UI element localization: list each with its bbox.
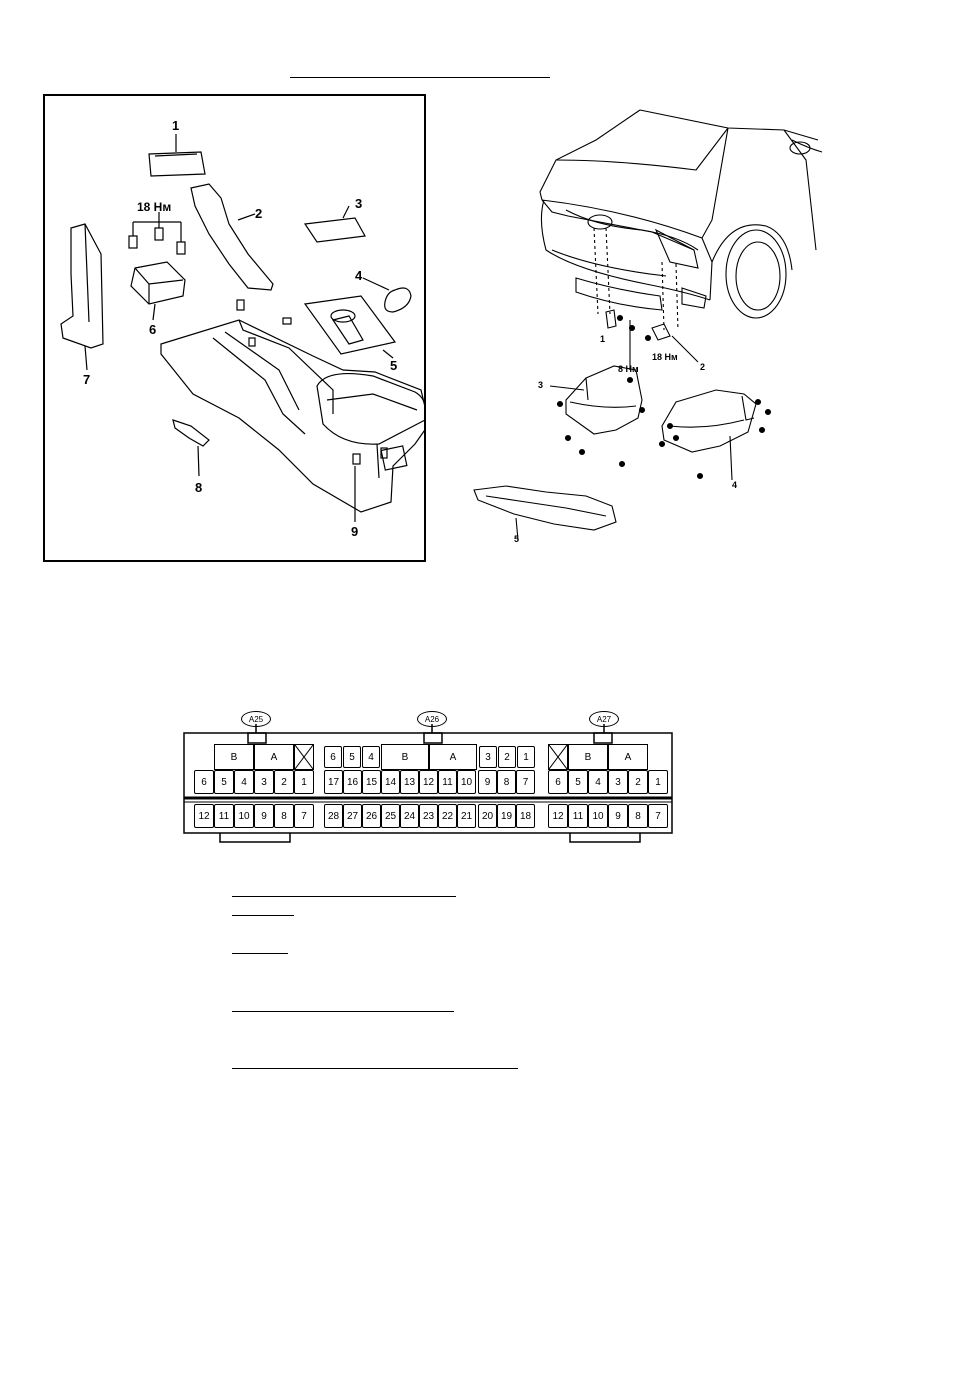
pin-a27-9: 9 (608, 804, 628, 828)
pin-a27-10: 10 (588, 804, 608, 828)
pin-a25-8: 8 (274, 804, 294, 828)
connector-tag-a26: A26 (417, 711, 447, 727)
text-rule-2 (232, 915, 294, 916)
car-drawing (466, 100, 828, 552)
pin-a25-3: 3 (254, 770, 274, 794)
callout-5: 5 (514, 534, 520, 544)
pin-a25-12: 12 (194, 804, 214, 828)
torque-label: 18 Нм (137, 200, 172, 214)
pin-a27-8: 8 (628, 804, 648, 828)
text-rule-4 (232, 1011, 454, 1012)
connector-tag-a27: A27 (589, 711, 619, 727)
blocked-pin-icon (295, 745, 313, 769)
pin-a26-5: 5 (343, 746, 361, 768)
pin-a26-A: A (429, 744, 477, 770)
callout-4: 4 (732, 480, 738, 490)
pin-a25-10: 10 (234, 804, 254, 828)
callout-2: 2 (255, 206, 263, 221)
pin-a26-2: 2 (498, 746, 516, 768)
pin-a26-25: 25 (381, 804, 400, 828)
pin-a27-6: 6 (548, 770, 568, 794)
pin-a27-7: 7 (648, 804, 668, 828)
pin-a26-17: 17 (324, 770, 343, 794)
pin-a26-19: 19 (497, 804, 516, 828)
pin-a27-12: 12 (548, 804, 568, 828)
callout-3: 3 (538, 380, 544, 390)
pin-a26-18: 18 (516, 804, 535, 828)
torque-label-b: 18 Нм (652, 352, 678, 362)
pin-a25-A: A (254, 744, 294, 770)
callout-7: 7 (83, 372, 91, 387)
pin-a26-8: 8 (497, 770, 516, 794)
car-undercover-figure (466, 100, 828, 552)
text-rule-3 (232, 953, 288, 954)
pin-a26-11: 11 (438, 770, 457, 794)
pin-a25-5: 5 (214, 770, 234, 794)
pin-a25-4: 4 (234, 770, 254, 794)
pin-a26-7: 7 (516, 770, 535, 794)
pin-a26-23: 23 (419, 804, 438, 828)
blocked-pin-icon (549, 745, 567, 769)
pin-a27-4: 4 (588, 770, 608, 794)
pin-a27-blank (548, 744, 568, 770)
pin-a27-2: 2 (628, 770, 648, 794)
connector-tag-a25: A25 (241, 711, 271, 727)
pin-a26-9: 9 (478, 770, 497, 794)
heading-rule (290, 77, 550, 78)
pin-a27-5: 5 (568, 770, 588, 794)
pin-a26-6: 6 (324, 746, 342, 768)
pin-a26-4: 4 (362, 746, 380, 768)
pin-a27-A: A (608, 744, 648, 770)
pin-a26-21: 21 (457, 804, 476, 828)
torque-label-a: 8 Нм (618, 364, 639, 374)
callout-8: 8 (195, 480, 203, 495)
pin-a26-28: 28 (324, 804, 343, 828)
pin-a25-11: 11 (214, 804, 234, 828)
pin-a27-1: 1 (648, 770, 668, 794)
text-rule-5 (232, 1068, 518, 1069)
callout-3: 3 (355, 196, 363, 211)
callout-1: 1 (172, 118, 180, 133)
pin-a27-B: B (568, 744, 608, 770)
callout-2: 2 (700, 362, 706, 372)
callout-5: 5 (390, 358, 398, 373)
callout-1: 1 (600, 334, 606, 344)
pin-a26-27: 27 (343, 804, 362, 828)
pin-a26-1: 1 (517, 746, 535, 768)
pin-a26-B: B (381, 744, 429, 770)
console-exploded-figure (43, 94, 426, 562)
connector-diagram (180, 706, 676, 846)
pin-a25-B: B (214, 744, 254, 770)
callout-9: 9 (351, 524, 359, 539)
pin-a26-13: 13 (400, 770, 419, 794)
pin-a26-15: 15 (362, 770, 381, 794)
pin-a26-10: 10 (457, 770, 476, 794)
pin-a27-11: 11 (568, 804, 588, 828)
pin-a25-blank (294, 744, 314, 770)
pin-a26-14: 14 (381, 770, 400, 794)
pin-a25-6: 6 (194, 770, 214, 794)
callout-4: 4 (355, 268, 363, 283)
console-drawing (43, 94, 426, 562)
pin-a26-16: 16 (343, 770, 362, 794)
pin-a25-1: 1 (294, 770, 314, 794)
pin-a26-3: 3 (479, 746, 497, 768)
pin-a26-20: 20 (478, 804, 497, 828)
pin-a25-2: 2 (274, 770, 294, 794)
pin-a26-12: 12 (419, 770, 438, 794)
text-rule-1 (232, 896, 456, 897)
pin-a25-7: 7 (294, 804, 314, 828)
pin-a26-26: 26 (362, 804, 381, 828)
pin-a27-3: 3 (608, 770, 628, 794)
pin-a26-24: 24 (400, 804, 419, 828)
pin-a26-22: 22 (438, 804, 457, 828)
pin-a25-9: 9 (254, 804, 274, 828)
callout-6: 6 (149, 322, 157, 337)
